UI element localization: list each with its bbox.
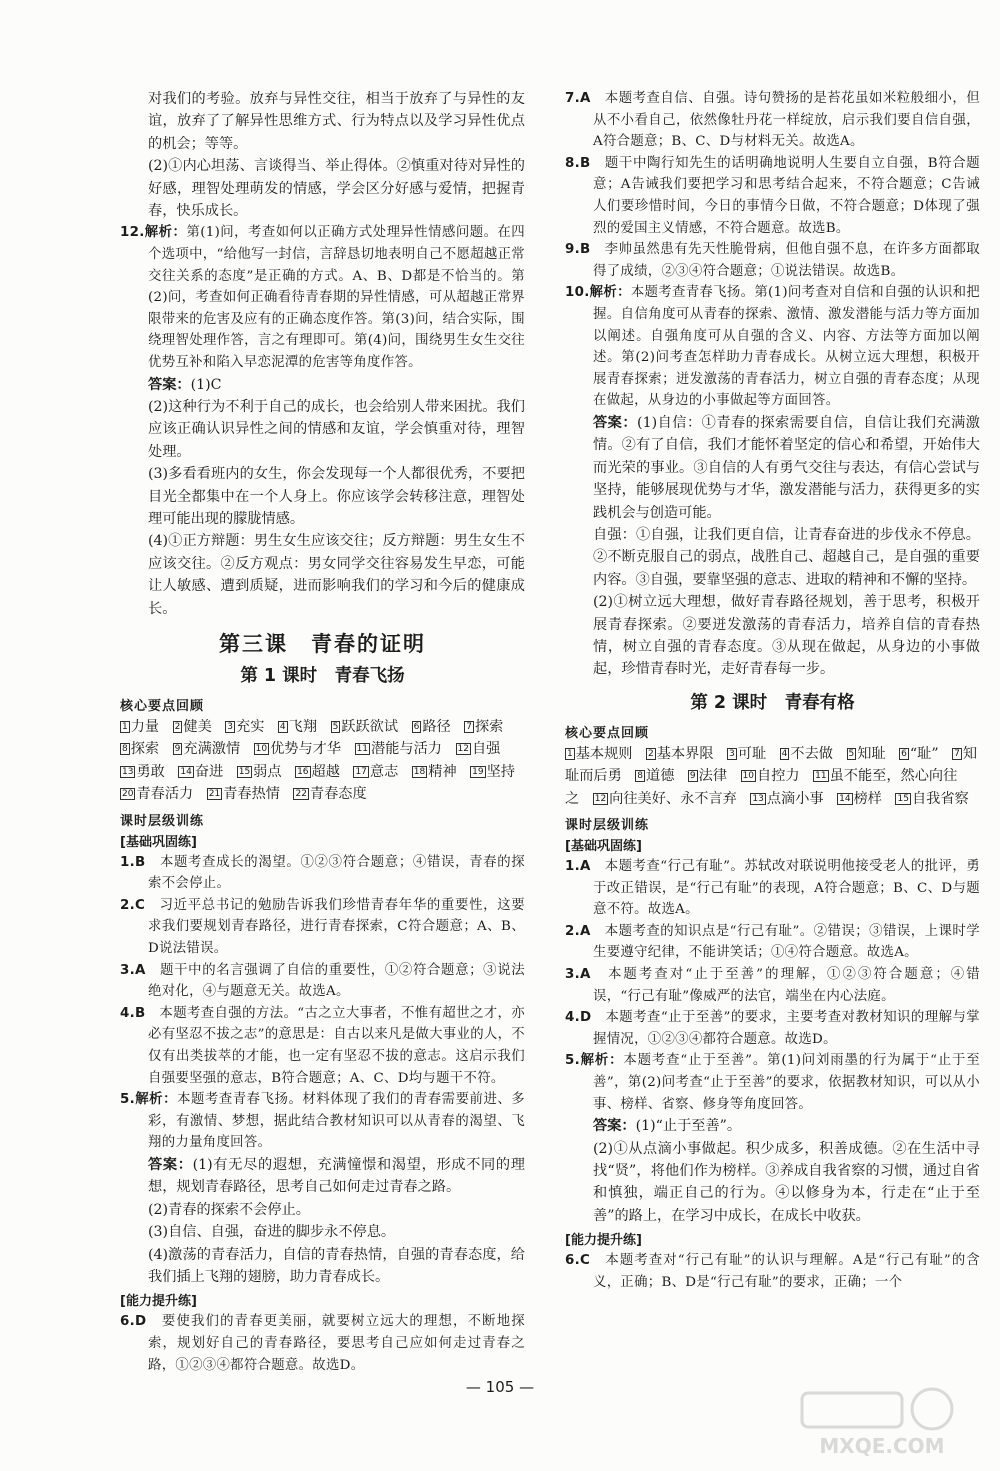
keyword-item [593,791,737,807]
answer-line: (2)青春的探索不会停止。 [148,1201,310,1218]
question-7: 7.A 本题考查自信、自强。诗句赞扬的是苔花虽如米粒般细小，但从不小看自己，依然像牡丹花一样绽放，启示我们要自信自强，A符合题意；B、C、D与材料无关。故选A。 [565,91,980,150]
keyword-text: 可耻 [737,745,767,762]
keyword-text: 知耻而后勇 [565,745,978,785]
answer-line: 答案：(1)有无尽的遐想，充满憧憬和渴望，形成不同的理想，规划青春路径，思考自己如何走过青春之路。 [148,1157,525,1196]
keyword-text: 青春态度 [309,786,367,803]
keyword-item [646,746,714,762]
keyword-item [847,746,886,762]
section-heading: 核心要点回顾 [565,725,650,741]
question-6: 6.D 要使我们的青春更美丽，就要树立远大的理想，不断地探索，规划好自己的青春路径，要思考自己应如何走过青春之路，①②③④都符合题意。故选D。 [120,1314,525,1373]
keyword-number: 7 [466,722,472,733]
question-6: 6.C 本题考查对“行己有耻”的认识与理解。A是“行己有耻”的含义，正确；B、D是“行己有耻”的要求，正确；一个 [565,1253,980,1290]
keyword-item [207,786,280,802]
keyword-item [750,791,823,807]
keyword-text: 青春活力 [136,786,194,803]
keyword-text: 优势与才华 [270,741,342,758]
question-3: 3.A 题干中的名言强调了自信的重要性，①②符合题意；③说法绝对化，④与题意无关。故选A。 [120,962,525,1000]
answer-line: (3)多看看班内的女生，你会发现每一个人都很优秀，不要把目光全都集中在一个人身上。你应该学会转移注意，理智处理可能出现的朦胧情感。 [148,466,525,528]
keyword-text: 知耻 [857,745,886,762]
subsection-heading: [能力提升练] [565,1233,642,1249]
keyword-number: 15 [897,793,909,804]
keyword-item [237,764,282,780]
question-3: 3.A 本题考查对“止于至善”的理解，①②③符合题意；④错误，“行己有耻”像威严的法官，端坐在内心法庭。 [565,966,980,1004]
subsection-heading: [能力提升练] [120,1294,197,1310]
keyword-number: 20 [122,789,134,800]
keyword-item [899,746,938,762]
keyword-text: 点滴小事 [766,790,824,807]
page-number: — 105 — [465,1378,535,1396]
keyword-number: 18 [413,766,426,777]
keyword-item [565,746,633,762]
section-heading: 课时层级训练 [120,813,205,829]
keyword-text: 超越 [311,763,340,780]
answer-line: (2)①树立远大理想，做好青春路径规划，善于思考，积极开展青春探索。②要迸发激荡的青春活力，培养自信的青春热情，树立自强的青春态度。③从现在做起，从身边的小事做起，珍惜青春时光，走好青春每一步。 [593,594,980,678]
keyword-number: 9 [689,771,696,782]
keyword-item [353,764,398,780]
period-title: 第 2 课时 青春有格 [690,692,855,713]
keyword-item [120,719,159,735]
keyword-text: 道德 [646,768,675,785]
subsection-heading: [基础巩固练] [565,839,642,854]
keyword-text: 不去做 [790,745,833,762]
keyword-item [780,746,833,762]
keyword-text: 飞翔 [288,719,318,736]
keyword-item [278,719,317,735]
right-column [565,88,980,1293]
keyword-item [355,741,442,757]
keyword-number: 1 [567,748,573,759]
keyword-item [727,746,766,762]
keyword-text: 力量 [130,719,160,736]
keyword-item [464,719,503,735]
keyword-text: 自强 [471,741,501,758]
keyword-number: 14 [180,766,192,777]
keyword-item [173,741,241,757]
section-heading: 课时层级训练 [565,818,650,833]
keyword-text: 充满激情 [183,741,241,758]
keyword-number: 21 [208,789,221,800]
keyword-number: 16 [297,766,309,777]
keyword-text: 健美 [183,719,212,736]
keyword-item [225,719,264,735]
answer-line: 答案：(1)自信：①青春的探索需要自信，自信让我们充满激情。②有了自信，我们才能怀着坚定的信心和希望，开始伟大而光荣的事业。③自信的人有勇气交往与表达，有信心尝试与坚持，能够展现优势与才华，激发潜能与活力，获得更多的实践机会与创造可能。 [593,414,980,521]
keyword-number: 13 [122,766,134,777]
keyword-item [412,719,451,735]
keyword-text: 意志 [369,763,399,780]
section-heading: 核心要点回顾 [120,699,205,715]
keyword-item [412,764,457,780]
keyword-number: 2 [174,722,181,733]
keyword-item [120,786,193,802]
keyword-text: 弱点 [253,763,282,780]
keyword-number: 3 [227,722,234,733]
question-12: 12.解析：第(1)问，考查如何以正确方式处理异性情感问题。在四个选项中，“给他写一封信，言辞恳切地表明自己不愿超越正常交往关系的态度”是正确的方式。A、B、D都是不恰当的。第(2)问，考查如何正确看待青春期的异性情感，可从超越正常界限带来的危害及应有的正确态度作答。第(3)问，结合实际，围绕理智处理作答，言之有理即可。第(4)问，围绕男生女生交往优势互补和陷入早恋泥潭的危害等角度作答。 [120,224,525,370]
keyword-number: 10 [742,771,755,782]
answer-line: (3)自信、自强，奋进的脚步永不停息。 [148,1224,396,1241]
keyword-text: 自我省察 [911,790,969,807]
watermark-logo [782,1381,982,1461]
keyword-number: 9 [174,744,181,755]
keyword-number: 4 [279,722,286,733]
keyword-number: 13 [752,793,764,804]
keyword-number: 12 [457,744,469,755]
keyword-item [178,764,223,780]
keyword-item [173,719,212,735]
answer-line: (4)①正方辩题：男生女生应该交往；反方辩题：男生女生不应该交往。②反方观点：男女同学交往容易发生早恋，可能让人敏感、遭到质疑，进而影响我们的学习和今后的健康成长。 [148,533,525,617]
question-2: 2.C 习近平总书记的勉励告诉我们珍惜青春年华的重要性，这要求我们要规划青春路径，进行青春探索，C符合题意；A、B、D说法错误。 [120,897,525,957]
keyword-text: 精神 [428,763,457,780]
answer-line: 自强：①自强，让我们更自信，让青春奋进的步伐永不停息。②不断克服自己的弱点，战胜自己、超越自己，是自强的重要内容。③自强，要靠坚强的意志、进取的精神和不懈的坚持。 [593,526,980,588]
keyword-text: 跃跃欲试 [341,719,399,736]
paragraph: (2)①内心坦荡、言谈得当、举止得体。②慎重对待对异性的好感，理智处理萌发的情感，学会区分好感与爱情，把握青春，快乐成长。 [148,158,525,220]
keyword-number: 5 [332,722,339,733]
keyword-list [565,743,980,810]
lesson-title: 第三课 青春的证明 [219,631,426,657]
keyword-number: 15 [238,766,251,777]
keyword-number: 11 [815,771,827,782]
keyword-text: 探索 [474,719,504,736]
keyword-number: 12 [594,793,607,804]
keyword-number: 8 [122,744,128,755]
keyword-number: 17 [355,766,367,777]
keyword-text: 充实 [236,719,265,736]
keyword-text: 虽不能至，然心向往之 [565,768,958,807]
watermark-text: MXQE.COM [819,1434,945,1458]
keyword-text: 基本规则 [575,745,633,762]
keyword-text: 探索 [130,741,160,758]
keyword-number: 14 [839,793,851,804]
answer-line: 答案：(1)“止于至善”。 [593,1118,742,1135]
period-title: 第 1 课时 青春飞扬 [240,666,405,687]
keyword-number: 5 [848,748,855,759]
keyword-item [837,791,882,807]
keyword-text: 勇敢 [136,763,165,780]
keyword-number: 7 [954,748,960,759]
question-4: 4.B 本题考查自强的方法。“古之立大事者，不惟有超世之才，亦必有坚忍不拔之志”的意思是：自古以来凡是做大事业的人，不仅有出类拔萃的才能，也一定有坚忍不拔的意志。这启示我们自强要坚强的意志，B符合题意；A、C、D均与题干不符。 [120,1005,525,1086]
keyword-item [295,764,340,780]
keyword-text: 自控力 [757,768,800,785]
answer-line: (2)这种行为不利于自己的成长，也会给别人带来困扰。我们应该正确认识异性之间的情感和友谊，学会慎重对待，理智处理。 [148,399,525,460]
question-1: 1.B 本题考查成长的渴望。①②③符合题意；④错误，青春的探索不会停止。 [120,854,525,892]
keyword-number: 2 [648,748,654,759]
keyword-number: 11 [356,744,369,755]
keyword-text: “耻” [909,745,939,762]
answer-line: 答案：(1)C [148,376,222,393]
keyword-number: 19 [472,766,484,777]
keyword-item [120,764,165,780]
subsection-heading: [基础巩固练] [120,834,197,850]
keyword-text: 潜能与活力 [371,741,442,758]
question-2: 2.A 本题考查的知识点是“行己有耻”。②错误；③错误，上课时学生要遵守纪律，不能讲笑话；①④符合题意。故选A。 [565,923,980,961]
keyword-item [635,768,674,784]
question-5: 5.解析：本题考查“止于至善”。第(1)问刘雨墨的行为属于“止于至善”，第(2)问考查“止于至善”的要求，依据教材知识，可以从小事、榜样、省察、修身等角度回答。 [565,1052,980,1112]
keyword-text: 路径 [422,719,451,736]
keyword-number: 22 [295,789,307,800]
keyword-text: 向往美好、永不言弃 [609,790,737,807]
keyword-item [895,791,968,807]
keyword-text: 榜样 [853,790,882,807]
question-9: 9.B 李帅虽然患有先天性脆骨病，但他自强不息，在许多方面都取得了成绩，②③④符合题意；①说法错误。故选B。 [565,242,980,279]
keyword-text: 奋进 [194,763,224,780]
keyword-number: 3 [729,748,735,759]
keyword-text: 坚持 [486,763,515,780]
keyword-item [470,764,515,780]
keyword-list [120,716,525,806]
keyword-item [254,741,341,757]
keyword-text: 青春热情 [223,786,280,803]
keyword-number: 6 [901,748,907,759]
keyword-number: 4 [781,748,788,759]
paragraph: 对我们的考验。放弃与异性交往，相当于放弃了与异性的友谊，放弃了了解异性思维方式、行为特点以及学习异性优点的机会；等等。 [148,91,525,152]
question-10: 10.解析：本题考查青春飞扬。第(1)问考查对自信和自强的认识和把握。自信角度可从青春的探索、激情、激发潜能与活力等方面加以阐述。自强角度可从自强的含义、内容、方法等方面加以阐述。第(2)问考查怎样助力青春成长。从树立远大理想，积极开展青春探索；迸发激荡的青春活力，树立自强的青春态度；从现在做起，从身边的小事做起等方面回答。 [565,284,980,409]
keyword-number: 10 [255,744,268,755]
keyword-item [120,741,159,757]
keyword-text: 法律 [698,768,728,785]
left-column [120,88,525,1376]
keyword-item [331,719,399,735]
question-1: 1.A 本题考查“行己有耻”。苏轼改对联说明他接受老人的批评，勇于改正错误，是“行己有耻”的表现，A符合题意；B、C、D与题意不符。故选A。 [565,859,980,918]
keyword-item [456,741,501,757]
question-8: 8.B 题干中陶行知先生的话明确地说明人生要自立自强，B符合题意；A告诫我们要把学习和思考结合起来，不符合题意；C告诫人们要珍惜时间，今日的事情今日做，不符合题意；D体现了强烈的爱国主义情感，不符合题意。故选B。 [565,155,980,236]
keyword-text: 基本界限 [656,745,714,762]
keyword-item [688,768,727,784]
keyword-item [741,768,800,784]
keyword-item [293,786,366,802]
keyword-number: 8 [637,771,644,782]
question-4: 4.D 本题考查“止于至善”的要求，主要考查对教材知识的理解与掌握情况，①②③④都符合题意。故选D。 [565,1010,980,1047]
keyword-number: 6 [413,722,420,733]
answer-line: (4)激荡的青春活力，自信的青春热情，自强的青春态度，给我们插上飞翔的翅膀，助力青春成长。 [148,1246,525,1286]
question-5: 5.解析：本题考查青春飞扬。材料体现了我们的青春需要前进、多彩，有激情、梦想，据此结合教材知识可以从青春的渴望、飞翔的力量角度回答。 [120,1091,526,1151]
answer-line: (2)①从点滴小事做起。积少成多，积善成德。②在生活中寻找“贤”，将他们作为榜样。③养成自我省察的习惯，通过自省和慎独，端正自己的行为。④以修身为本，行走在“止于至善”的路上，在学习中成长，在成长中收获。 [593,1140,980,1224]
keyword-number: 1 [122,722,128,733]
